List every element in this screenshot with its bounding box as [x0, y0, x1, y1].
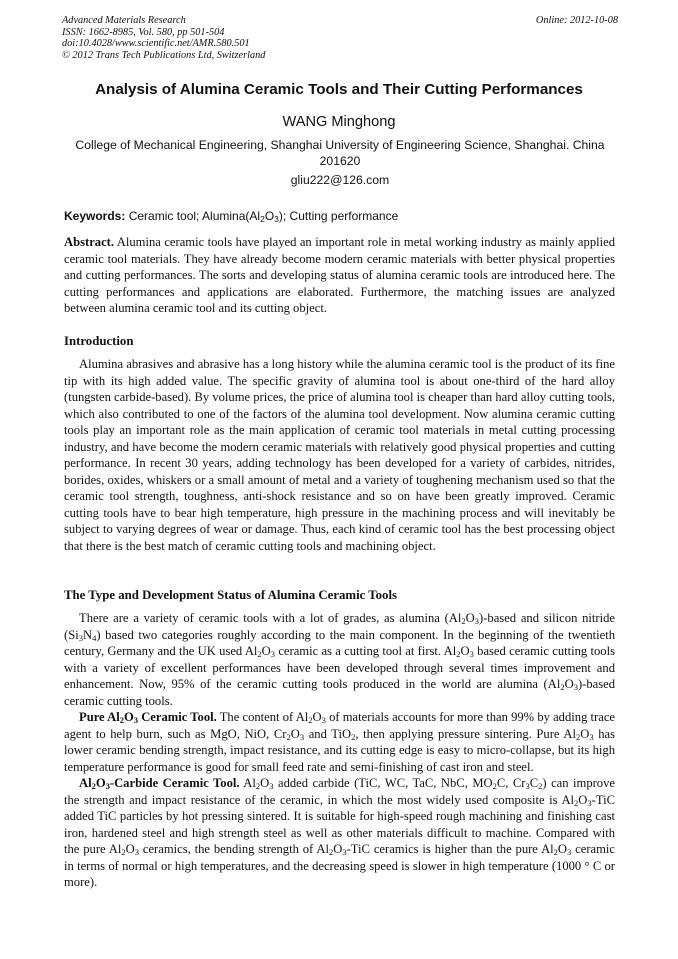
subscript: 2	[119, 715, 124, 725]
text-run: ) based two categories roughly according to the main component. In the beginning of the twentieth century, Germany and the UK used Al	[64, 627, 615, 658]
subscript: 2	[492, 781, 497, 791]
text-run: ceramic as a cutting tool at first. Al	[275, 644, 457, 658]
keywords-text: O	[264, 209, 275, 223]
subscript: 3	[525, 781, 530, 791]
keywords	[64, 209, 618, 223]
online-date: Online: 2012-10-08	[535, 15, 618, 26]
text-run: has lower ceramic bending strength, impact resistance, and its cutting edge is easy to micro-collapse, but its high temperature performance is good for small feed rate and semi-finishing of cast iron and steel.	[64, 726, 615, 774]
text-run: ceramic in terms of normal or high temperatures, and the decreasing speed is slower in high temperature (1000 ° C or more).	[64, 842, 615, 889]
text-run: O	[123, 710, 134, 724]
text-run: Al	[239, 776, 256, 790]
introduction-paragraph: Alumina abrasives and abrasive has a long history while the alumina ceramic tool is the product of its fine tip with its high added value. The specific gravity of alumina tool is about one-third of the hard alloy (tungsten carbide-based). By volume prices, the price of alumina tool is cheaper than hard alloy cutting tools, which also contributed to one of the factors of the alumina tool development. Now alumina ceramic cutting tools play an important role as the main application of ceramic tool materials in metal cutting processing industry, and have become the modern ceramic materials with relatively good physical properties and cutting performance. In recent 30 years, adding technology has been developed for a variety of carbides, nitrides, borides, oxides, whiskers or a small amount of metal and a variety of toughening mechanism used so that the ceramic tool strength, toughness, anti-shock resistance and so on have been greatly improved. Ceramic cutting tools have to bear high temperature, high pressure in the machining process and will inevitably be subject to varying degrees of wear or damage. Thus, each kind of ceramic tool has the best processing object that there is the best match of ceramic cutting tools and machining object.	[64, 357, 615, 553]
subscript: 2	[553, 847, 558, 857]
paper-title: Analysis of Alumina Ceramic Tools and Their Cutting Performances	[95, 81, 583, 98]
text-run: O	[333, 842, 343, 856]
subscript: 3	[469, 649, 474, 659]
text-run: O	[465, 611, 475, 625]
subscript: 2	[260, 214, 265, 224]
text-run: O	[557, 842, 568, 856]
text-run: The content of Al	[216, 710, 309, 724]
alumina-carbide-text	[64, 776, 615, 889]
text-run: O	[95, 776, 106, 790]
copyright-line: © 2012 Trans Tech Publications Ltd, Switzerland	[62, 49, 266, 61]
text-run: O	[460, 644, 470, 658]
subscript: 3	[474, 616, 480, 626]
text-run: added carbide (TiC, WC, TaC, NbC, MO	[273, 776, 493, 790]
subscript: 3	[587, 797, 592, 808]
text-run: O	[290, 726, 300, 741]
text-run: -TiC added TiC particles by hot pressing sintered. It is suitable for high-speed rough machining and finishing cast iron, hardened steel and high strength steel as well as other materials difficult to machine. Compared with the pure Al	[64, 792, 615, 856]
subscript: 3	[105, 781, 110, 791]
text-run: )-based ceramic cutting tools.	[64, 677, 615, 708]
affiliation: College of Mechanical Engineering, Shanghai University of Engineering Science, Shanghai. China 201620	[75, 138, 605, 168]
text-run: O	[312, 710, 322, 724]
alumina-carbide-heading	[79, 776, 240, 790]
subscript: 2	[538, 781, 543, 791]
subscript: 2	[121, 847, 126, 857]
abstract-text: Alumina ceramic tools have played an important role in metal working industry as mainly applied ceramic tool materials. They have already become modern ceramic materials with better physical properties and cutting performances. The sorts and developing status of alumina ceramic tools are introduced here. The cutting performances and applications are elaborated. Furthermore, the matching issues are analyzed between alumina ceramic tool and its cutting object.	[64, 235, 615, 315]
text-run: )-based and silicon nitride (Si	[64, 611, 615, 642]
text-run: ) can improve the strength and impact resistance of the ceramic, in which the most widely used composite is Al	[64, 776, 615, 807]
subscript: 2	[576, 731, 581, 742]
introduction-body	[64, 356, 615, 554]
journal-header	[62, 15, 618, 61]
subscript: 2	[308, 715, 313, 725]
paragraph-pure-alumina	[64, 709, 615, 775]
pure-alumina-heading	[79, 710, 217, 724]
subscript: 3	[78, 632, 83, 643]
section-heading-introduction: Introduction	[64, 334, 134, 348]
text-run: ceramics, the bending strength of Al	[139, 842, 329, 856]
text-run: Ceramic Tool.	[138, 710, 217, 724]
text-run: O	[125, 842, 135, 856]
section-heading-type-development: The Type and Development Status of Alumina Ceramic Tools	[64, 588, 397, 602]
text-run: C, Cr	[496, 776, 526, 790]
text-run: based ceramic cutting tools with a variety of excellent performances have been developed through several times improvement and enhancement. Now, 95% of the ceramic cutting tools produced in the world are alumina (Al	[64, 644, 615, 691]
subscript: 3	[299, 731, 305, 742]
text-run: , then applying pressure sintering. Pure Al	[355, 726, 576, 741]
subscript: 2	[257, 649, 262, 659]
text-run: Pure Al	[79, 710, 120, 724]
text-run: O	[261, 644, 271, 658]
abstract-label: Abstract.	[64, 235, 115, 249]
text-run: Al	[79, 776, 92, 790]
text-run: O	[564, 677, 574, 691]
subscript: 3	[589, 731, 594, 742]
type-development-body	[64, 610, 615, 891]
text-run: C	[529, 776, 539, 790]
subscript: 2	[574, 797, 579, 808]
subscript: 2	[329, 847, 334, 857]
doi-line: doi:10.4028/www.scientific.net/AMR.580.501	[62, 38, 250, 50]
keywords-text: Ceramic tool; Alumina(Al	[125, 209, 261, 223]
text-run: O	[260, 776, 270, 790]
text-run: N	[82, 627, 93, 642]
paragraph-alumina-overview	[64, 610, 615, 709]
subscript: 2	[91, 781, 96, 791]
abstract	[64, 234, 615, 317]
keywords-label: Keywords:	[64, 209, 126, 223]
subscript: 3	[573, 682, 578, 692]
subscript: 3	[321, 715, 326, 725]
subscript: 2	[351, 731, 356, 742]
text-run: There are a variety of ceramic tools with a lot of grades, as alumina (Al	[79, 611, 462, 625]
subscript: 3	[274, 214, 279, 224]
subscript: 3	[342, 847, 347, 857]
keywords-text: ); Cutting performance	[278, 209, 399, 223]
subscript: 2	[461, 616, 466, 626]
subscript: 3	[269, 781, 274, 791]
text-run: O	[580, 726, 590, 741]
subscript: 3	[134, 847, 139, 857]
subscript: 2	[255, 781, 261, 791]
author-name: WANG Minghong	[282, 114, 396, 130]
text-run: of materials accounts for more than 99% by adding trace agent to help burn, such as MgO, NiO, Cr	[64, 710, 615, 741]
subscript: 4	[92, 632, 97, 643]
paragraph-alumina-carbide	[64, 775, 615, 891]
journal-name: Advanced Materials Research	[62, 15, 186, 26]
text-run: O	[578, 792, 588, 807]
text-run: and TiO	[304, 726, 352, 741]
subscript: 3	[270, 649, 276, 659]
subscript: 2	[560, 682, 565, 692]
subscript: 2	[456, 649, 461, 659]
text-run: -TiC ceramics is higher than the pure Al	[346, 842, 554, 856]
text-run: -Carbide Ceramic Tool.	[109, 776, 240, 790]
issn-line: ISSN: 1662-8985, Vol. 580, pp 501-504	[62, 26, 225, 38]
author-email: gliu222@126.com	[290, 173, 390, 187]
subscript: 3	[133, 715, 139, 725]
subscript: 3	[567, 847, 572, 857]
subscript: 2	[286, 731, 291, 742]
